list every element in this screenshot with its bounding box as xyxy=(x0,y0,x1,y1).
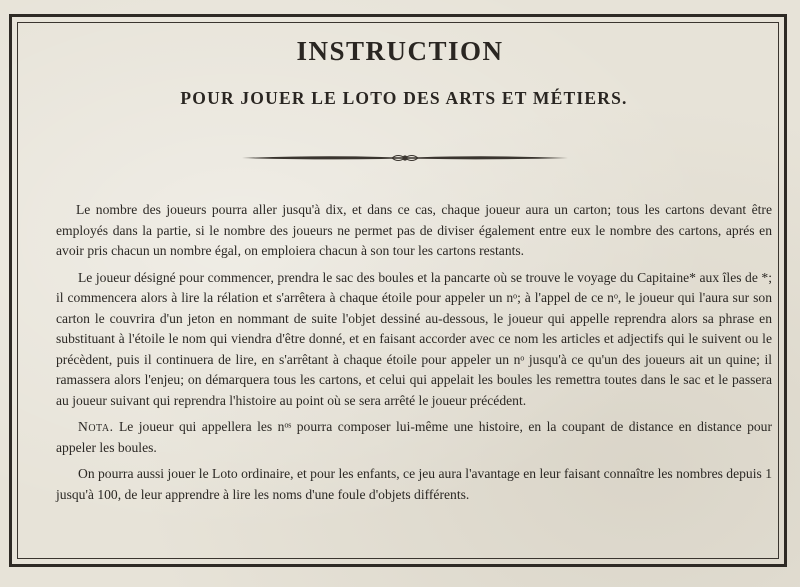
paragraph-nota xyxy=(56,417,772,458)
nota-label: Nota. xyxy=(78,419,114,434)
paragraph-players: Le nombre des joueurs pourra aller jusqu'à dix, et dans ce cas, chaque joueur aura un carton; tous les cartons devant être employés dans la partie, si le nombre des joueurs ne permet pas de diviser également entre eux le nombre des cartons, aprés en avoir pris chacun un nombre égal, on emploiera chacun à son tour les cartons restants. xyxy=(56,202,772,258)
instruction-text xyxy=(56,200,772,511)
document-subtitle: POUR JOUER LE LOTO DES ARTS ET MÉTIERS. xyxy=(180,88,628,108)
document-title: INSTRUCTION xyxy=(296,36,504,66)
paragraph-play: Le joueur désigné pour commencer, prendra le sac des boules et la pancarte où se trouve le voyage du Capitaine* aux îles de *; il commencera alors à lire la rélation et s'arrêtera à chaque étoile pour appeler un nᵒ; à l'appel de ce nᵒ, le joueur qui l'aura sur son carton le couvrira d'un jeton en nommant de suite l'objet dessiné au-dessous, le joueur qui appelle reprendra alors sa phrase en substituant à l'étoile le nom qui viendra d'être donné, et en faisant accorder avec ce nom les articles et adjectifs qui le suivent ou le précèdent, puis il continuera de lire, en s'arrêtant à chaque étoile pour appeler un nᵒ jusqu'à ce qu'un des joueurs ait un quine; il ramassera alors l'enjeu; on démarquera tous les cartons, et celui qui appelait les boules les remettra toutes dans le sac et le passera au joueur suivant qui reprendra l'histoire au point où se sera arrêté le joueur précédent. xyxy=(56,269,772,408)
paragraph-ordinary: On pourra aussi jouer le Loto ordinaire, et pour les enfants, ce jeu aura l'avantage en leur faisant connaître les nombres depuis 1 jusqu'à 100, de leur apprendre à lire les noms d'une foule d'objets différents. xyxy=(56,466,772,502)
nota-text: Le joueur qui appellera les nᵒˢ pourra composer lui-même une histoire, en la coupant de distance en distance pour appeler les boules. xyxy=(56,419,772,455)
ornamental-rule xyxy=(240,148,570,168)
